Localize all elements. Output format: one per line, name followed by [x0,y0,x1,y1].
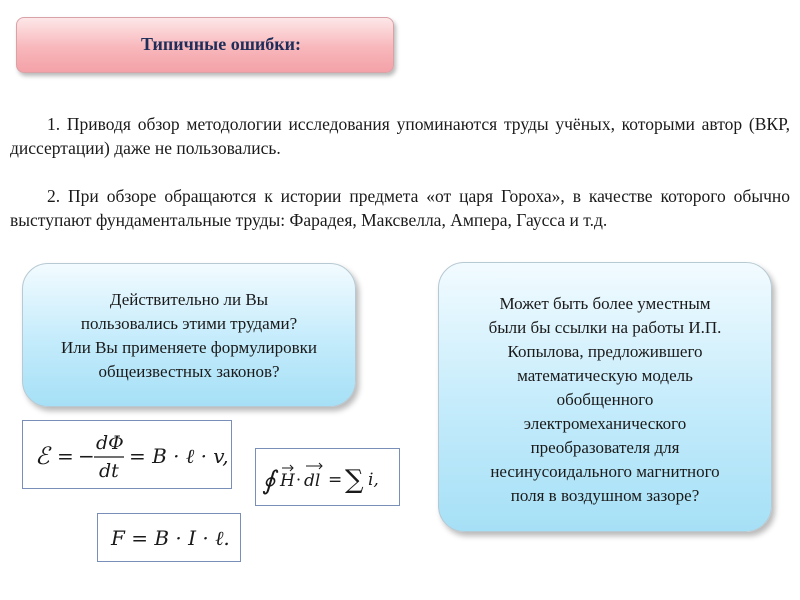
fraction-numerator: dΦ [96,432,124,454]
sum-symbol: ∑ [345,465,364,495]
callout-line: математическую модель [517,366,693,385]
fraction-denominator: dt [99,460,119,482]
vector-arrow-icon [306,463,322,469]
force-expression: F = B · I · ℓ. [111,526,230,550]
equals-sign: = [328,470,343,490]
emf-symbol: ℰ [35,442,50,470]
suggestion-callout [438,262,772,532]
callout-line: электромеханического [523,414,687,433]
dl-vector: dl [304,471,321,491]
current-symbol: i, [368,470,379,490]
equals-sign: = [57,444,74,468]
slide-title: Типичные ошибки: [140,33,302,54]
callout-line: пользовались этими трудами? [80,314,298,333]
question-callout [22,263,356,407]
ampere-law-formula [255,448,400,506]
contour-integral-symbol: ∮ [262,466,276,496]
callout-line: Действительно ли Вы [109,290,269,309]
error-item-2: 2. При обзоре обращаются к истории предмета «от царя Гороха», в качестве которого обычно выступают фундаментальные труды: Фарадея, Максвелла, Ампера, Гаусса и т.д. [10,186,790,230]
callout-line: были бы ссылки на работы И.П. [488,318,722,337]
h-vector: H [280,471,295,491]
callout-line: несинусоидального магнитного [490,462,720,481]
minus-sign: − [78,444,95,468]
callout-line: обобщенного [556,390,654,409]
callout-line: преобразователя для [530,438,680,457]
callout-line: Может быть более уместным [499,294,711,313]
faraday-rhs: = B · ℓ · v, [129,444,229,468]
title-banner [16,17,394,73]
dot-operator: · [296,470,302,489]
callout-line: Или Вы применяете формулировки [60,338,318,357]
callout-line: общеизвестных законов? [98,362,280,381]
callout-line: поля в воздушном зазоре? [510,486,700,505]
callout-line: Копылова, предложившего [507,342,703,361]
faraday-law-formula [22,420,232,489]
ampere-force-formula [97,513,241,562]
error-item-1: 1. Приводя обзор методологии исследования упоминаются труды учёных, которыми автор (ВКР, диссертации) даже не пользовались. [10,114,790,158]
